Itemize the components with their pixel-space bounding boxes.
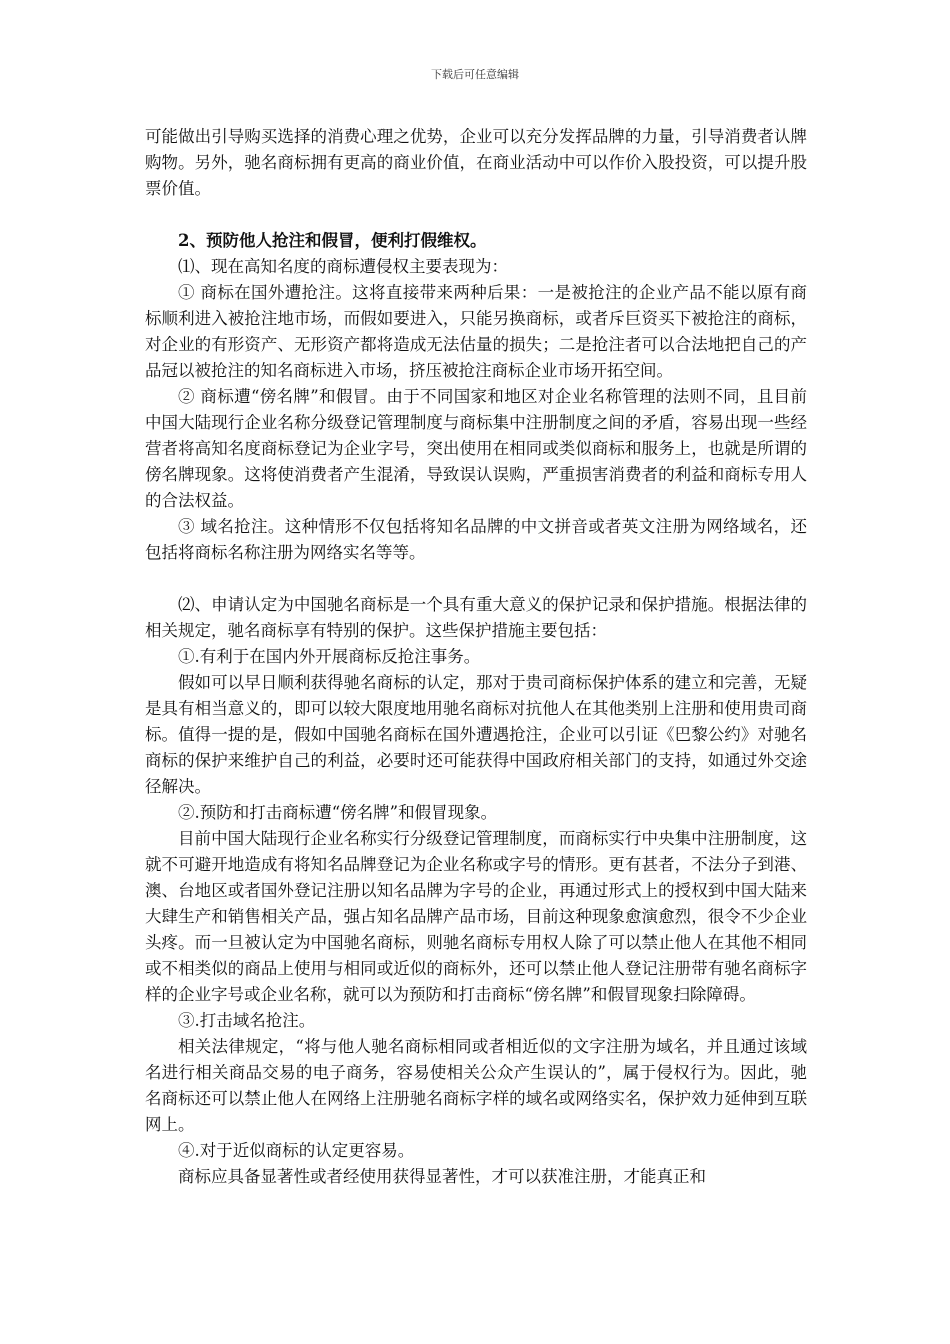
infringement-item-domain-squatting: ③ 域名抢注。这种情形不仅包括将知名品牌的中文拼音或者英文注册为网络域名，还包括将商标名称注册为网络实名等等。: [145, 517, 807, 562]
protection-heading-3: ③.打击域名抢注。: [178, 1011, 316, 1030]
paragraph-brand-power: 可能做出引导购买选择的消费心理之优势，企业可以充分发挥品牌的力量，引导消费者认牌购物。另外，驰名商标拥有更高的商业价值，在商业活动中可以作价入股投资，可以提升股票价值。: [145, 127, 807, 198]
document-body: [145, 124, 807, 1190]
protection-heading-1: ①.有利于在国内外开展商标反抢注事务。: [178, 647, 481, 666]
protection-text-2: 目前中国大陆现行企业名称实行分级登记管理制度，而商标实行中央集中注册制度，这就不可避开地造成有将知名品牌登记为企业名称或字号的情形。更有甚者，不法分子到港、澳、台地区或者国外登记注册以知名品牌为字号的企业，再通过形式上的授权到中国大陆来大肆生产和销售相关产品，强占知名品牌产品市场，目前这种现象愈演愈烈，很令不少企业头疼。而一旦被认定为中国驰名商标，则驰名商标专用权人除了可以禁止他人在其他不相同或不相类似的商品上使用与相同或近似的商标外，还可以禁止他人登记注册带有驰名商标字样的企业字号或企业名称，就可以为预防和打击商标“傍名牌”和假冒现象扫除障碍。: [145, 829, 807, 1004]
protection-heading-2: ②.预防和打击商标遭“傍名牌”和假冒现象。: [178, 803, 498, 822]
infringement-item-overseas-squatting: ① 商标在国外遭抢注。这将直接带来两种后果：一是被抢注的企业产品不能以原有商标顺利进入被抢注地市场，而假如要进入，只能另换商标，或者斥巨资买下被抢注的商标，对企业的有形资产、无形资产都将造成无法估量的损失；二是抢注者可以合法地把自己的产品冠以被抢注的知名商标进入市场，挤压被抢注商标企业市场开拓空间。: [145, 283, 807, 380]
page-header: 下载后可任意编辑: [431, 68, 519, 81]
protection-text-3: 相关法律规定，“将与他人驰名商标相同或者相近似的文字注册为域名，并且通过该域名进行相关商品交易的电子商务，容易使相关公众产生误认的”，属于侵权行为。因此，驰名商标还可以禁止他人在网络上注册驰名商标字样的域名或网络实名，保护效力延伸到互联网上。: [145, 1037, 807, 1134]
protection-text-1: 假如可以早日顺利获得驰名商标的认定，那对于贵司商标保护体系的建立和完善，无疑是具有相当意义的，即可以较大限度地用驰名商标对抗他人在其他类别上注册和使用贵司商标。值得一提的是，假如中国驰名商标在国外遭遇抢注，企业可以引证《巴黎公约》对驰名商标的保护来维护自己的利益，必要时还可能获得中国政府相关部门的支持，如通过外交途径解决。: [145, 673, 807, 796]
subsection-2-intro: ⑵、申请认定为中国驰名商标是一个具有重大意义的保护记录和保护措施。根据法律的相关规定，驰名商标享有特别的保护。这些保护措施主要包括：: [145, 595, 807, 640]
protection-text-4: 商标应具备显著性或者经使用获得显著性，才可以获准注册，才能真正和: [178, 1167, 706, 1186]
subsection-1-intro: ⑴、现在高知名度的商标遭侵权主要表现为：: [178, 257, 508, 276]
blank-line: [145, 566, 807, 592]
infringement-item-counterfeit: ② 商标遭“傍名牌”和假冒。由于不同国家和地区对企业名称管理的法则不同，且目前中国大陆现行企业名称分级登记管理制度与商标集中注册制度之间的矛盾，容易出现一些经营者将高知名度商标登记为企业字号，突出使用在相同或类似商标和服务上，也就是所谓的傍名牌现象。这将使消费者产生混淆，导致误认误购，严重损害消费者的利益和商标专用人的合法权益。: [145, 387, 807, 510]
protection-heading-4: ④.对于近似商标的认定更容易。: [178, 1141, 415, 1160]
section-heading-anti-squatting: 2、预防他人抢注和假冒，便利打假维权。: [178, 231, 487, 250]
